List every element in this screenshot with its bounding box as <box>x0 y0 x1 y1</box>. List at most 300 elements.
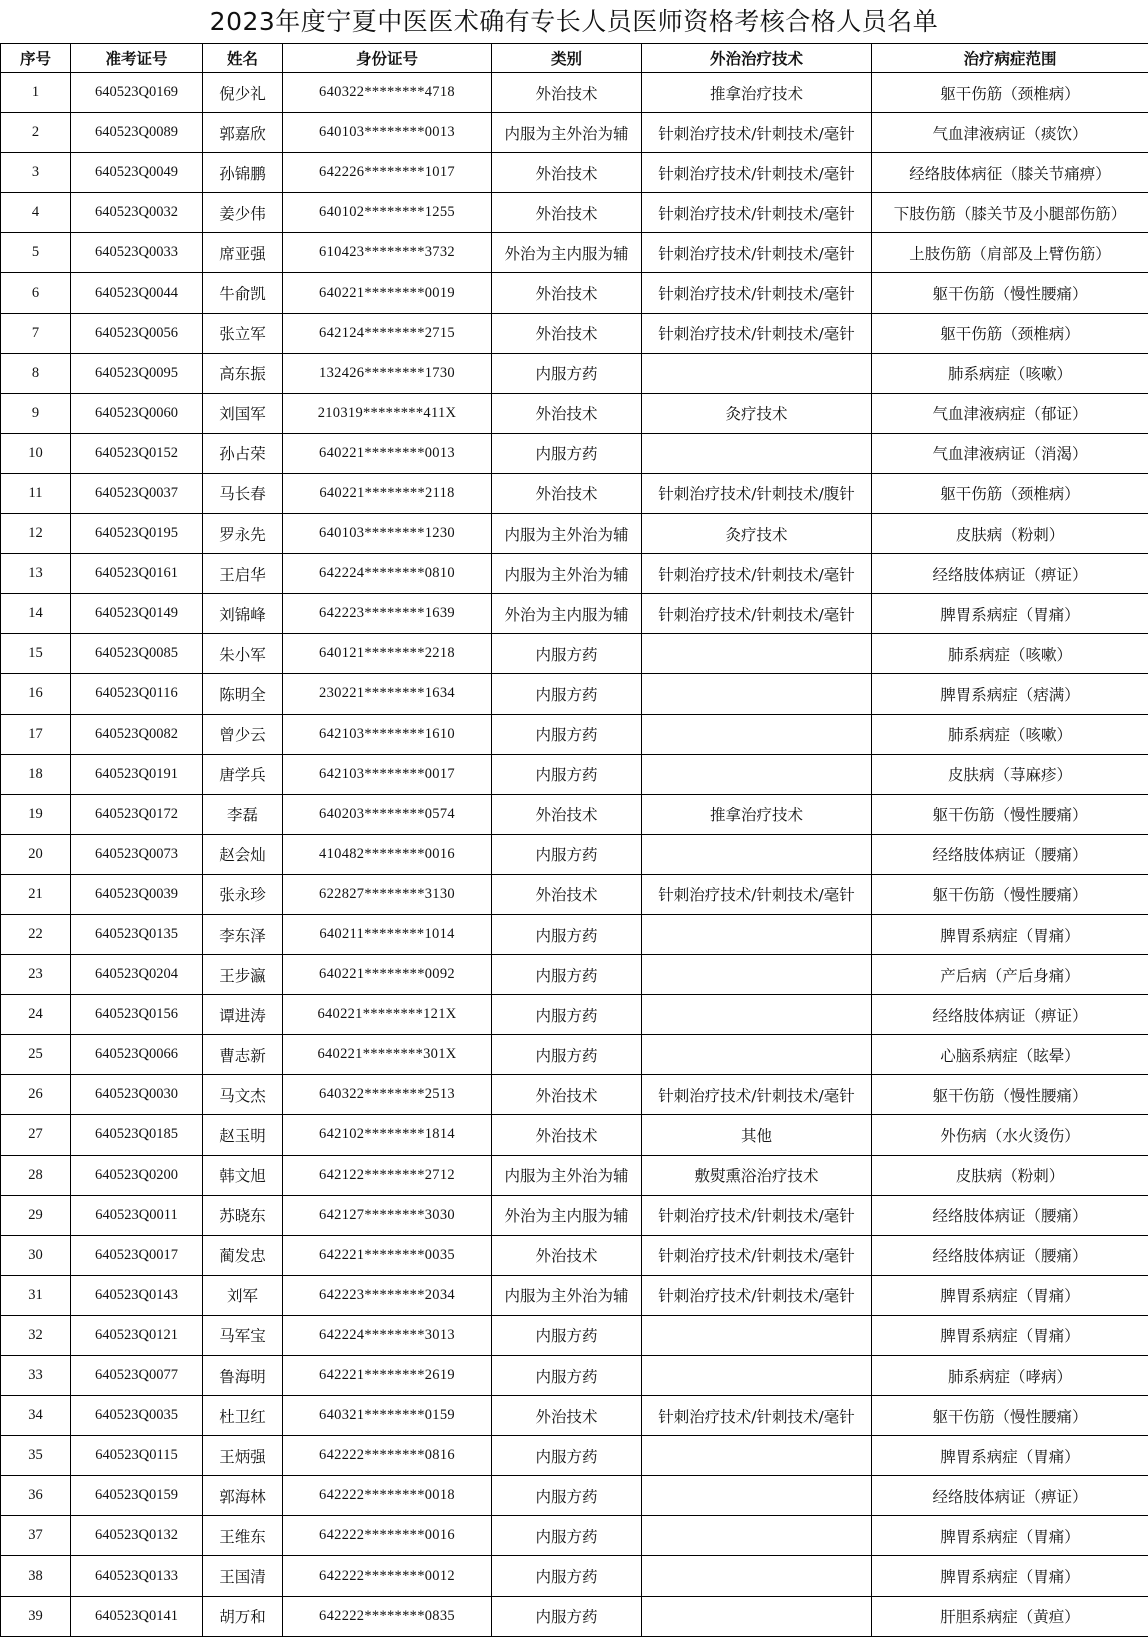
cell-index: 21 <box>1 874 71 914</box>
cell-id-number: 640203********0574 <box>283 794 492 834</box>
cell-external-technique <box>642 1596 872 1636</box>
cell-id-number: 642127********3030 <box>283 1195 492 1235</box>
cell-id-number: 642124********2715 <box>283 313 492 353</box>
cell-name: 曾少云 <box>203 714 283 754</box>
cell-external-technique: 针刺治疗技术/针刺技术/毫针 <box>642 1075 872 1115</box>
cell-exam-id: 640523Q0033 <box>71 233 203 273</box>
cell-exam-id: 640523Q0044 <box>71 273 203 313</box>
cell-treatment-scope: 产后病（产后身痛） <box>872 955 1148 995</box>
cell-category: 外治为主内服为辅 <box>492 594 642 634</box>
cell-name: 马军宝 <box>203 1315 283 1355</box>
cell-exam-id: 640523Q0200 <box>71 1155 203 1195</box>
table-row <box>1 1315 1148 1355</box>
table-row <box>1 554 1148 594</box>
cell-exam-id: 640523Q0037 <box>71 473 203 513</box>
cell-treatment-scope: 躯干伤筋（颈椎病） <box>872 313 1148 353</box>
cell-category: 内服方药 <box>492 834 642 874</box>
cell-exam-id: 640523Q0141 <box>71 1596 203 1636</box>
cell-name: 王炳强 <box>203 1436 283 1476</box>
cell-name: 杜卫红 <box>203 1396 283 1436</box>
table-row <box>1 1115 1148 1155</box>
cell-id-number: 210319********411X <box>283 393 492 433</box>
cell-index: 23 <box>1 955 71 995</box>
cell-category: 外治技术 <box>492 1075 642 1115</box>
cell-treatment-scope: 躯干伤筋（慢性腰痛） <box>872 874 1148 914</box>
table-row <box>1 514 1148 554</box>
cell-id-number: 642102********1814 <box>283 1115 492 1155</box>
cell-id-number: 642103********0017 <box>283 754 492 794</box>
cell-external-technique <box>642 1436 872 1476</box>
cell-name: 刘国军 <box>203 393 283 433</box>
cell-name: 马长春 <box>203 473 283 513</box>
table-body <box>1 73 1148 1637</box>
cell-treatment-scope: 经络肢体病证（腰痛） <box>872 1195 1148 1235</box>
table-row <box>1 714 1148 754</box>
cell-exam-id: 640523Q0032 <box>71 193 203 233</box>
cell-category: 内服方药 <box>492 1476 642 1516</box>
cell-category: 外治技术 <box>492 874 642 914</box>
cell-index: 35 <box>1 1436 71 1476</box>
table-row <box>1 834 1148 874</box>
cell-index: 12 <box>1 514 71 554</box>
cell-treatment-scope: 皮肤病（粉刺） <box>872 1155 1148 1195</box>
cell-treatment-scope: 肺系病症（咳嗽） <box>872 634 1148 674</box>
cell-external-technique <box>642 914 872 954</box>
cell-category: 内服为主外治为辅 <box>492 1155 642 1195</box>
cell-name: 郭海林 <box>203 1476 283 1516</box>
cell-index: 27 <box>1 1115 71 1155</box>
cell-category: 外治技术 <box>492 1396 642 1436</box>
cell-name: 孙占荣 <box>203 433 283 473</box>
cell-category: 内服方药 <box>492 1315 642 1355</box>
cell-category: 内服方药 <box>492 1596 642 1636</box>
cell-exam-id: 640523Q0204 <box>71 955 203 995</box>
cell-name: 王启华 <box>203 554 283 594</box>
cell-exam-id: 640523Q0035 <box>71 1396 203 1436</box>
table-row <box>1 1556 1148 1596</box>
cell-exam-id: 640523Q0077 <box>71 1356 203 1396</box>
cell-treatment-scope: 躯干伤筋（慢性腰痛） <box>872 1075 1148 1115</box>
cell-category: 外治技术 <box>492 393 642 433</box>
cell-exam-id: 640523Q0195 <box>71 514 203 554</box>
cell-external-technique <box>642 995 872 1035</box>
cell-category: 内服方药 <box>492 1516 642 1556</box>
page-title: 2023年度宁夏中医医术确有专长人员医师资格考核合格人员名单 <box>0 0 1148 43</box>
cell-exam-id: 640523Q0191 <box>71 754 203 794</box>
cell-index: 6 <box>1 273 71 313</box>
results-table <box>0 43 1148 1637</box>
cell-id-number: 642222********0835 <box>283 1596 492 1636</box>
table-row <box>1 193 1148 233</box>
cell-treatment-scope: 外伤病（水火烫伤） <box>872 1115 1148 1155</box>
cell-external-technique <box>642 433 872 473</box>
cell-index: 39 <box>1 1596 71 1636</box>
cell-treatment-scope: 躯干伤筋（慢性腰痛） <box>872 794 1148 834</box>
cell-external-technique: 针刺治疗技术/针刺技术/毫针 <box>642 874 872 914</box>
cell-external-technique <box>642 1516 872 1556</box>
cell-exam-id: 640523Q0169 <box>71 73 203 113</box>
table-row <box>1 1275 1148 1315</box>
table-row <box>1 113 1148 153</box>
cell-external-technique <box>642 714 872 754</box>
header-name: 姓名 <box>203 44 283 73</box>
cell-treatment-scope: 脾胃系病症（胃痛） <box>872 1556 1148 1596</box>
cell-id-number: 622827********3130 <box>283 874 492 914</box>
cell-exam-id: 640523Q0066 <box>71 1035 203 1075</box>
cell-id-number: 640121********2218 <box>283 634 492 674</box>
cell-treatment-scope: 气血津液病证（痰饮） <box>872 113 1148 153</box>
cell-category: 内服为主外治为辅 <box>492 554 642 594</box>
cell-external-technique <box>642 834 872 874</box>
cell-exam-id: 640523Q0030 <box>71 1075 203 1115</box>
cell-treatment-scope: 肺系病症（哮病） <box>872 1356 1148 1396</box>
cell-index: 30 <box>1 1235 71 1275</box>
table-row <box>1 1195 1148 1235</box>
cell-treatment-scope: 气血津液病证（消渴） <box>872 433 1148 473</box>
cell-treatment-scope: 经络肢体病证（腰痛） <box>872 1235 1148 1275</box>
cell-treatment-scope: 躯干伤筋（颈椎病） <box>872 473 1148 513</box>
cell-id-number: 642222********0012 <box>283 1556 492 1596</box>
cell-exam-id: 640523Q0049 <box>71 153 203 193</box>
cell-index: 4 <box>1 193 71 233</box>
cell-name: 韩文旭 <box>203 1155 283 1195</box>
table-row <box>1 1396 1148 1436</box>
table-row <box>1 433 1148 473</box>
cell-name: 牛俞凯 <box>203 273 283 313</box>
cell-treatment-scope: 肺系病症（咳嗽） <box>872 353 1148 393</box>
table-row <box>1 273 1148 313</box>
table-row <box>1 1516 1148 1556</box>
cell-id-number: 640221********2118 <box>283 473 492 513</box>
cell-external-technique: 针刺治疗技术/针刺技术/毫针 <box>642 233 872 273</box>
cell-index: 38 <box>1 1556 71 1596</box>
cell-treatment-scope: 经络肢体病征（膝关节痛痹） <box>872 153 1148 193</box>
cell-id-number: 642122********2712 <box>283 1155 492 1195</box>
cell-category: 外治为主内服为辅 <box>492 233 642 273</box>
cell-name: 高东振 <box>203 353 283 393</box>
cell-name: 朱小军 <box>203 634 283 674</box>
cell-id-number: 640221********121X <box>283 995 492 1035</box>
cell-category: 外治技术 <box>492 473 642 513</box>
cell-name: 罗永先 <box>203 514 283 554</box>
cell-index: 5 <box>1 233 71 273</box>
cell-id-number: 642226********1017 <box>283 153 492 193</box>
table-row <box>1 73 1148 113</box>
cell-id-number: 640103********1230 <box>283 514 492 554</box>
header-id-number: 身份证号 <box>283 44 492 73</box>
cell-name: 郭嘉欣 <box>203 113 283 153</box>
cell-category: 外治技术 <box>492 73 642 113</box>
cell-treatment-scope: 躯干伤筋（慢性腰痛） <box>872 273 1148 313</box>
cell-index: 14 <box>1 594 71 634</box>
cell-name: 李东泽 <box>203 914 283 954</box>
cell-treatment-scope: 经络肢体病证（痹证） <box>872 995 1148 1035</box>
cell-exam-id: 640523Q0172 <box>71 794 203 834</box>
cell-exam-id: 640523Q0152 <box>71 433 203 473</box>
cell-treatment-scope: 脾胃系病症（胃痛） <box>872 1275 1148 1315</box>
cell-exam-id: 640523Q0143 <box>71 1275 203 1315</box>
cell-treatment-scope: 躯干伤筋（颈椎病） <box>872 73 1148 113</box>
cell-treatment-scope: 经络肢体病证（腰痛） <box>872 834 1148 874</box>
cell-treatment-scope: 气血津液病症（郁证） <box>872 393 1148 433</box>
cell-id-number: 642221********0035 <box>283 1235 492 1275</box>
cell-category: 内服方药 <box>492 754 642 794</box>
cell-id-number: 640102********1255 <box>283 193 492 233</box>
table-row <box>1 794 1148 834</box>
cell-treatment-scope: 脾胃系病症（胃痛） <box>872 1436 1148 1476</box>
cell-index: 26 <box>1 1075 71 1115</box>
cell-exam-id: 640523Q0085 <box>71 634 203 674</box>
cell-external-technique: 针刺治疗技术/针刺技术/腹针 <box>642 473 872 513</box>
cell-exam-id: 640523Q0089 <box>71 113 203 153</box>
table-row <box>1 955 1148 995</box>
cell-exam-id: 640523Q0135 <box>71 914 203 954</box>
cell-id-number: 642223********1639 <box>283 594 492 634</box>
cell-name: 李磊 <box>203 794 283 834</box>
cell-category: 内服方药 <box>492 1035 642 1075</box>
cell-name: 赵会灿 <box>203 834 283 874</box>
cell-id-number: 640322********4718 <box>283 73 492 113</box>
cell-id-number: 642103********1610 <box>283 714 492 754</box>
cell-index: 8 <box>1 353 71 393</box>
cell-external-technique <box>642 1556 872 1596</box>
cell-category: 外治技术 <box>492 273 642 313</box>
cell-name: 张永珍 <box>203 874 283 914</box>
cell-id-number: 642223********2034 <box>283 1275 492 1315</box>
table-row <box>1 1596 1148 1636</box>
cell-id-number: 132426********1730 <box>283 353 492 393</box>
table-row <box>1 754 1148 794</box>
cell-exam-id: 640523Q0161 <box>71 554 203 594</box>
cell-name: 陈明全 <box>203 674 283 714</box>
cell-id-number: 640211********1014 <box>283 914 492 954</box>
table-row <box>1 353 1148 393</box>
cell-exam-id: 640523Q0095 <box>71 353 203 393</box>
cell-id-number: 640322********2513 <box>283 1075 492 1115</box>
cell-index: 3 <box>1 153 71 193</box>
cell-exam-id: 640523Q0156 <box>71 995 203 1035</box>
cell-exam-id: 640523Q0039 <box>71 874 203 914</box>
cell-id-number: 640221********0092 <box>283 955 492 995</box>
cell-index: 32 <box>1 1315 71 1355</box>
cell-name: 张立军 <box>203 313 283 353</box>
cell-category: 外治技术 <box>492 313 642 353</box>
cell-category: 内服方药 <box>492 1436 642 1476</box>
cell-name: 鲁海明 <box>203 1356 283 1396</box>
table-row <box>1 634 1148 674</box>
cell-external-technique: 敷熨熏浴治疗技术 <box>642 1155 872 1195</box>
cell-external-technique <box>642 353 872 393</box>
table-row <box>1 1035 1148 1075</box>
cell-name: 胡万和 <box>203 1596 283 1636</box>
cell-category: 内服为主外治为辅 <box>492 113 642 153</box>
cell-id-number: 642222********0816 <box>283 1436 492 1476</box>
cell-name: 唐学兵 <box>203 754 283 794</box>
cell-exam-id: 640523Q0116 <box>71 674 203 714</box>
cell-treatment-scope: 经络肢体病证（痹证） <box>872 554 1148 594</box>
cell-treatment-scope: 躯干伤筋（慢性腰痛） <box>872 1396 1148 1436</box>
cell-external-technique: 针刺治疗技术/针刺技术/毫针 <box>642 193 872 233</box>
table-row <box>1 1235 1148 1275</box>
cell-exam-id: 640523Q0017 <box>71 1235 203 1275</box>
cell-treatment-scope: 经络肢体病证（痹证） <box>872 1476 1148 1516</box>
header-index: 序号 <box>1 44 71 73</box>
cell-external-technique: 针刺治疗技术/针刺技术/毫针 <box>642 1396 872 1436</box>
cell-external-technique: 针刺治疗技术/针刺技术/毫针 <box>642 273 872 313</box>
header-treatment-scope: 治疗病症范围 <box>872 44 1148 73</box>
cell-name: 赵玉明 <box>203 1115 283 1155</box>
cell-category: 内服为主外治为辅 <box>492 1275 642 1315</box>
cell-name: 刘军 <box>203 1275 283 1315</box>
cell-category: 外治技术 <box>492 193 642 233</box>
cell-external-technique <box>642 674 872 714</box>
table-row <box>1 674 1148 714</box>
cell-id-number: 410482********0016 <box>283 834 492 874</box>
cell-name: 谭进涛 <box>203 995 283 1035</box>
table-row <box>1 313 1148 353</box>
cell-index: 31 <box>1 1275 71 1315</box>
cell-name: 姜少伟 <box>203 193 283 233</box>
cell-exam-id: 640523Q0011 <box>71 1195 203 1235</box>
cell-category: 内服方药 <box>492 955 642 995</box>
cell-exam-id: 640523Q0115 <box>71 1436 203 1476</box>
cell-id-number: 642222********0016 <box>283 1516 492 1556</box>
cell-id-number: 640321********0159 <box>283 1396 492 1436</box>
cell-external-technique: 其他 <box>642 1115 872 1155</box>
table-row <box>1 1436 1148 1476</box>
cell-index: 34 <box>1 1396 71 1436</box>
cell-treatment-scope: 脾胃系病症（胃痛） <box>872 914 1148 954</box>
table-row <box>1 1476 1148 1516</box>
cell-id-number: 640103********0013 <box>283 113 492 153</box>
cell-external-technique <box>642 955 872 995</box>
cell-index: 33 <box>1 1356 71 1396</box>
table-row <box>1 1155 1148 1195</box>
table-row <box>1 1075 1148 1115</box>
cell-index: 18 <box>1 754 71 794</box>
cell-external-technique: 针刺治疗技术/针刺技术/毫针 <box>642 1275 872 1315</box>
header-exam-id: 准考证号 <box>71 44 203 73</box>
cell-treatment-scope: 心脑系病症（眩晕） <box>872 1035 1148 1075</box>
cell-index: 1 <box>1 73 71 113</box>
cell-category: 外治技术 <box>492 1235 642 1275</box>
cell-category: 内服方药 <box>492 353 642 393</box>
cell-exam-id: 640523Q0056 <box>71 313 203 353</box>
cell-external-technique: 针刺治疗技术/针刺技术/毫针 <box>642 594 872 634</box>
cell-category: 内服为主外治为辅 <box>492 514 642 554</box>
cell-external-technique <box>642 634 872 674</box>
cell-exam-id: 640523Q0133 <box>71 1556 203 1596</box>
cell-exam-id: 640523Q0185 <box>71 1115 203 1155</box>
cell-index: 20 <box>1 834 71 874</box>
cell-index: 11 <box>1 473 71 513</box>
cell-index: 19 <box>1 794 71 834</box>
header-row <box>1 44 1148 73</box>
table-row <box>1 914 1148 954</box>
cell-external-technique <box>642 1315 872 1355</box>
cell-external-technique: 灸疗技术 <box>642 393 872 433</box>
cell-index: 24 <box>1 995 71 1035</box>
cell-index: 13 <box>1 554 71 594</box>
cell-treatment-scope: 脾胃系病症（胃痛） <box>872 1516 1148 1556</box>
cell-name: 席亚强 <box>203 233 283 273</box>
cell-index: 37 <box>1 1516 71 1556</box>
cell-name: 曹志新 <box>203 1035 283 1075</box>
cell-category: 外治技术 <box>492 1115 642 1155</box>
cell-external-technique <box>642 1476 872 1516</box>
cell-external-technique: 针刺治疗技术/针刺技术/毫针 <box>642 554 872 594</box>
cell-name: 王国清 <box>203 1556 283 1596</box>
cell-category: 内服方药 <box>492 1356 642 1396</box>
cell-name: 倪少礼 <box>203 73 283 113</box>
table-row <box>1 1356 1148 1396</box>
cell-category: 内服方药 <box>492 714 642 754</box>
table-row <box>1 874 1148 914</box>
table-row <box>1 473 1148 513</box>
cell-index: 9 <box>1 393 71 433</box>
cell-index: 28 <box>1 1155 71 1195</box>
cell-index: 16 <box>1 674 71 714</box>
table-row <box>1 393 1148 433</box>
cell-treatment-scope: 上肢伤筋（肩部及上臂伤筋） <box>872 233 1148 273</box>
cell-treatment-scope: 下肢伤筋（膝关节及小腿部伤筋） <box>872 193 1148 233</box>
cell-exam-id: 640523Q0060 <box>71 393 203 433</box>
cell-category: 内服方药 <box>492 674 642 714</box>
cell-category: 内服方药 <box>492 634 642 674</box>
cell-index: 17 <box>1 714 71 754</box>
cell-exam-id: 640523Q0082 <box>71 714 203 754</box>
cell-index: 10 <box>1 433 71 473</box>
cell-index: 22 <box>1 914 71 954</box>
cell-name: 王维东 <box>203 1516 283 1556</box>
cell-external-technique: 推拿治疗技术 <box>642 73 872 113</box>
cell-external-technique: 针刺治疗技术/针刺技术/毫针 <box>642 113 872 153</box>
cell-treatment-scope: 肺系病症（咳嗽） <box>872 714 1148 754</box>
cell-id-number: 610423********3732 <box>283 233 492 273</box>
cell-treatment-scope: 脾胃系病症（胃痛） <box>872 594 1148 634</box>
header-category: 类别 <box>492 44 642 73</box>
table-row <box>1 153 1148 193</box>
cell-name: 王步瀛 <box>203 955 283 995</box>
cell-external-technique: 针刺治疗技术/针刺技术/毫针 <box>642 313 872 353</box>
cell-category: 外治技术 <box>492 153 642 193</box>
cell-category: 内服方药 <box>492 914 642 954</box>
cell-index: 29 <box>1 1195 71 1235</box>
cell-category: 内服方药 <box>492 1556 642 1596</box>
cell-exam-id: 640523Q0121 <box>71 1315 203 1355</box>
table-row <box>1 594 1148 634</box>
cell-index: 2 <box>1 113 71 153</box>
cell-exam-id: 640523Q0149 <box>71 594 203 634</box>
cell-id-number: 642222********0018 <box>283 1476 492 1516</box>
cell-id-number: 230221********1634 <box>283 674 492 714</box>
cell-exam-id: 640523Q0073 <box>71 834 203 874</box>
cell-category: 外治技术 <box>492 794 642 834</box>
cell-name: 刘锦峰 <box>203 594 283 634</box>
cell-category: 内服方药 <box>492 433 642 473</box>
cell-category: 外治为主内服为辅 <box>492 1195 642 1235</box>
cell-external-technique: 灸疗技术 <box>642 514 872 554</box>
cell-treatment-scope: 皮肤病（粉刺） <box>872 514 1148 554</box>
cell-treatment-scope: 皮肤病（荨麻疹） <box>872 754 1148 794</box>
header-external-technique: 外治治疗技术 <box>642 44 872 73</box>
cell-external-technique: 针刺治疗技术/针刺技术/毫针 <box>642 1195 872 1235</box>
cell-external-technique <box>642 754 872 794</box>
cell-index: 36 <box>1 1476 71 1516</box>
cell-name: 蔺发忠 <box>203 1235 283 1275</box>
cell-id-number: 642224********3013 <box>283 1315 492 1355</box>
cell-external-technique: 推拿治疗技术 <box>642 794 872 834</box>
